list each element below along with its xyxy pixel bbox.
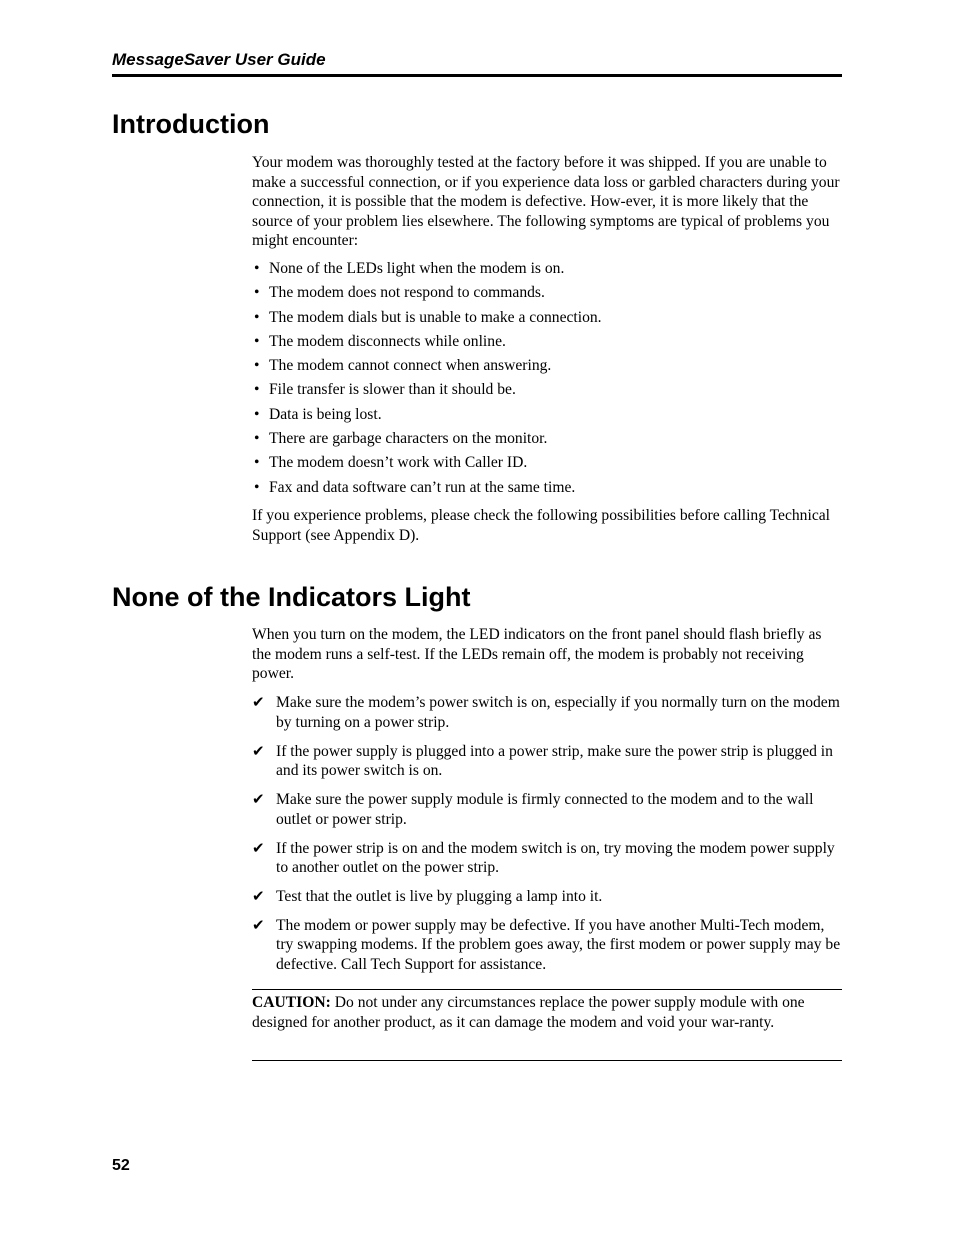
troubleshooting-checklist [252,693,842,976]
introduction-heading: Introduction [112,109,270,139]
checkmark-icon: ✔ [252,790,265,808]
checklist-text: If the power strip is on and the modem switch is on, try moving the modem power supply to another outlet on the power strip. [276,839,835,877]
checkmark-icon: ✔ [252,838,265,857]
bullet-icon: • [254,430,260,448]
indicators-paragraph-text: When you turn on the modem, the LED indicators on the front panel should flash briefly as the modem runs a self-test. If the LEDs remain off, the modem is probably not receiving power. [252,626,822,683]
bullet-icon: • [254,381,260,399]
bullet-icon: • [254,308,260,326]
list-item [252,308,842,332]
list-item [252,429,842,453]
checklist-text: If the power supply is plugged into a power strip, make sure the power strip is plugged in and its power switch is on. [276,742,833,780]
checklist-item [252,742,842,791]
bullet-icon: • [254,454,260,472]
checklist-item [252,693,842,742]
symptom-text: The modem disconnects while online. [269,332,506,350]
bullet-icon: • [254,405,260,423]
symptom-text: File transfer is slower than it should be. [269,381,516,399]
introduction-closing [252,506,842,545]
indicators-paragraph [252,625,842,684]
checklist-text: Make sure the power supply module is firmly connected to the modem and to the wall outlet or power strip. [276,791,814,828]
caution-paragraph [252,993,842,1032]
running-header-title: MessageSaver User Guide [112,50,326,69]
symptom-list [252,259,842,502]
bullet-icon: • [254,284,260,302]
list-item [252,356,842,380]
caution-note [252,993,842,1032]
indicators-heading: None of the Indicators Light [112,582,471,612]
caution-label: CAUTION: [252,994,331,1011]
list-item [252,380,842,404]
symptom-text: The modem cannot connect when answering. [269,357,552,375]
checkmark-icon: ✔ [252,693,265,711]
symptom-text: Data is being lost. [269,405,382,423]
symptom-text: The modem dials but is unable to make a connection. [269,308,602,326]
list-item [252,453,842,477]
checklist-text: Make sure the modem’s power switch is on, especially if you normally turn on the modem by turning on a power strip. [276,694,840,731]
symptom-text: The modem doesn’t work with Caller ID. [269,454,528,472]
caution-bottom-rule [252,1060,842,1061]
checklist-text: The modem or power supply may be defective. If you have another Multi-Tech modem, try swapping modems. If the problem goes away, the first modem or power supply may be defective. Call Tech Support for assistance. [276,916,841,973]
list-item [252,478,842,502]
bullet-icon: • [254,478,260,496]
list-item [252,283,842,307]
bullet-icon: • [254,357,260,375]
checklist-item [252,839,842,888]
caution-top-rule [252,989,842,990]
introduction-closing-text: If you experience problems, please check the following possibilities before calling Technical Support (see Appendix D). [252,507,830,544]
bullet-icon: • [254,260,260,277]
list-item [252,259,842,283]
checklist-item [252,790,842,839]
checkmark-icon: ✔ [252,887,265,905]
header-rule [112,74,842,77]
symptom-text: There are garbage characters on the monitor. [269,430,548,448]
checklist-item [252,916,842,976]
symptom-text: Fax and data software can’t run at the same time. [269,478,576,496]
bullet-icon: • [254,332,260,350]
checklist-item [252,887,842,916]
introduction-paragraph-text: Your modem was thoroughly tested at the factory before it was shipped. If you are unable to make a successful connection, or if you experience data loss or garbled characters during your connection, it is possible that the modem is defective. How-ever, it is more likely that the source of your problem lies elsewhere. The following symptoms are typical of problems you might encounter: [252,154,840,250]
list-item [252,332,842,356]
symptom-text: None of the LEDs light when the modem is on. [269,260,565,277]
list-item [252,405,842,429]
caution-text: Do not under any circumstances replace the power supply module with one designed for another product, as it can damage the modem and void your war-ranty. [252,994,805,1031]
symptom-text: The modem does not respond to commands. [269,284,545,302]
introduction-paragraph [252,153,842,251]
checkmark-icon: ✔ [252,915,265,934]
checklist-text: Test that the outlet is live by plugging a lamp into it. [276,888,603,905]
checkmark-icon: ✔ [252,741,265,760]
page-number: 52 [112,1157,130,1174]
